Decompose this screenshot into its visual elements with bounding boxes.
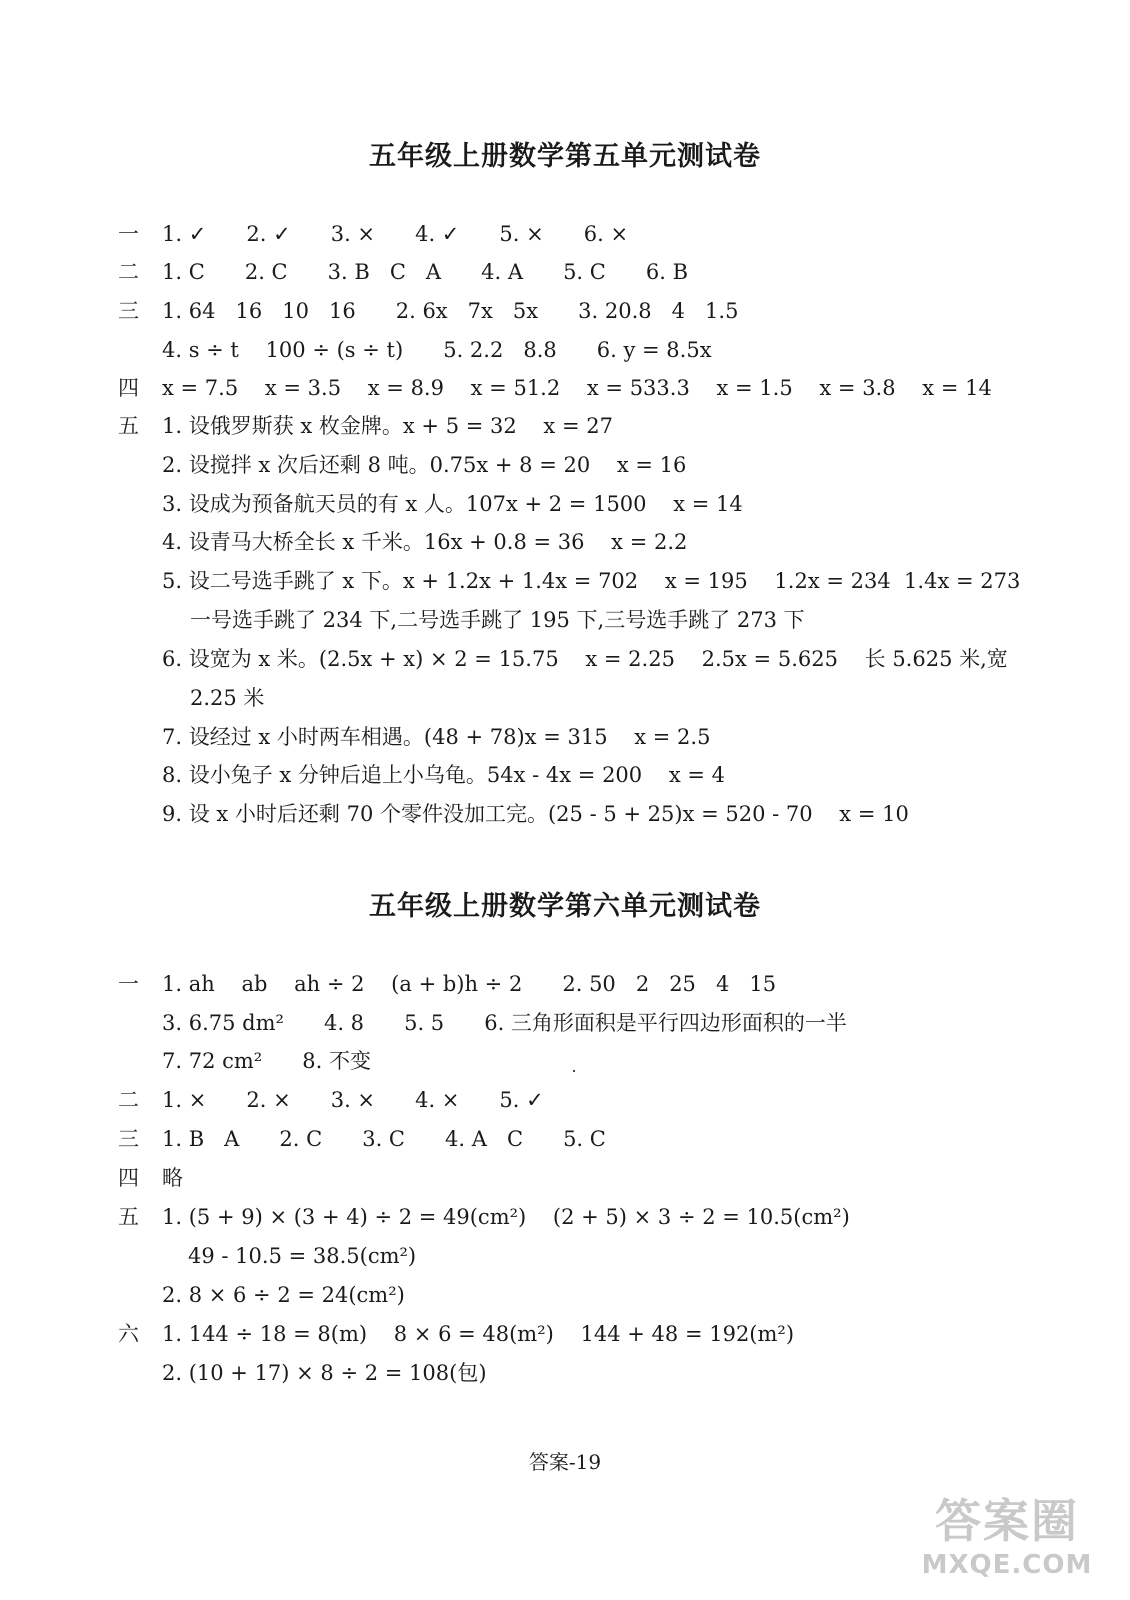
u6-section-3-label: 三	[118, 1127, 139, 1151]
u5-s5-item-6: 6. 设宽为 x 米。(2.5x + x) × 2 = 15.75 x = 2.25 2.5x = 5.625 长 5.625 米,宽	[162, 647, 1008, 671]
u5-s5-item-1: 1. 设俄罗斯获 x 枚金牌。x + 5 = 32 x = 27	[162, 414, 613, 438]
u6-s6-item-1: 1. 144 ÷ 18 = 8(m) 8 × 6 = 48(m²) 144 + 48 = 192(m²)	[162, 1322, 795, 1346]
u5-section-1-label: 一	[118, 222, 139, 246]
u5-section-2-label: 二	[118, 260, 139, 284]
u6-s5-item-1-cont: 49 - 10.5 = 38.5(cm²)	[188, 1244, 417, 1268]
u6-section-4-answers: 略	[162, 1166, 183, 1190]
u6-s5-item-1: 1. (5 + 9) × (3 + 4) ÷ 2 = 49(cm²) (2 + 5) × 3 ÷ 2 = 10.5(cm²)	[162, 1205, 850, 1229]
u5-s5-item-9: 9. 设 x 小时后还剩 70 个零件没加工完。(25 - 5 + 25)x = 520 - 70 x = 10	[162, 802, 909, 826]
watermark-url: MXQE.COM	[921, 1550, 1093, 1580]
stray-dot	[573, 1070, 575, 1072]
unit5-title: 五年级上册数学第五单元测试卷	[369, 141, 761, 172]
u5-section-4-label: 四	[118, 376, 139, 400]
u5-section-4-answers: x = 7.5 x = 3.5 x = 8.9 x = 51.2 x = 533.3 x = 1.5 x = 3.8 x = 14	[162, 376, 992, 400]
u5-section-2-answers: 1. C 2. C 3. B C A 4. A 5. C 6. B	[162, 260, 689, 284]
u5-s5-item-5: 5. 设二号选手跳了 x 下。x + 1.2x + 1.4x = 702 x = 195 1.2x = 234 1.4x = 273	[162, 569, 1021, 593]
u6-section-5-label: 五	[118, 1205, 139, 1229]
page-number: 答案-19	[528, 1450, 602, 1474]
u6-s5-item-2: 2. 8 × 6 ÷ 2 = 24(cm²)	[162, 1283, 405, 1307]
unit6-title: 五年级上册数学第六单元测试卷	[369, 891, 761, 922]
u6-s6-item-2: 2. (10 + 17) × 8 ÷ 2 = 108(包)	[162, 1361, 487, 1385]
u5-s5-item-7: 7. 设经过 x 小时两车相遇。(48 + 78)x = 315 x = 2.5	[162, 725, 711, 749]
watermark	[902, 1492, 1112, 1592]
u5-s5-item-3: 3. 设成为预备航天员的有 x 人。107x + 2 = 1500 x = 14	[162, 492, 743, 516]
u6-section-2-label: 二	[118, 1088, 139, 1112]
u5-section-3-line-2: 4. s ÷ t 100 ÷ (s ÷ t) 5. 2.2 8.8 6. y = 8.5x	[162, 338, 712, 362]
watermark-logo: 答案圈	[935, 1494, 1079, 1548]
u6-section-4-label: 四	[118, 1166, 139, 1190]
u6-section-1-line-2: 3. 6.75 dm² 4. 8 5. 5 6. 三角形面积是平行四边形面积的一半	[162, 1011, 847, 1035]
u5-section-5-label: 五	[118, 414, 139, 438]
u5-section-3-label: 三	[118, 299, 139, 323]
u6-section-1-line-3: 7. 72 cm² 8. 不变	[162, 1049, 371, 1073]
u6-section-2-answers: 1. × 2. × 3. × 4. × 5. ✓	[162, 1088, 544, 1112]
u6-section-1-line-1: 1. ah ab ah ÷ 2 (a + b)h ÷ 2 2. 50 2 25 4 15	[162, 972, 777, 996]
u5-s5-item-4: 4. 设青马大桥全长 x 千米。16x + 0.8 = 36 x = 2.2	[162, 530, 688, 554]
u5-s5-item-5-cont: 一号选手跳了 234 下,二号选手跳了 195 下,三号选手跳了 273 下	[190, 608, 805, 632]
u5-section-3-line-1: 1. 64 16 10 16 2. 6x 7x 5x 3. 20.8 4 1.5	[162, 299, 739, 323]
u6-section-6-label: 六	[118, 1322, 139, 1346]
u6-section-1-label: 一	[118, 972, 139, 996]
u5-section-1-answers: 1. ✓ 2. ✓ 3. × 4. ✓ 5. × 6. ×	[162, 222, 629, 246]
u5-s5-item-6-cont: 2.25 米	[190, 686, 265, 710]
u6-section-3-answers: 1. B A 2. C 3. C 4. A C 5. C	[162, 1127, 606, 1151]
u5-s5-item-2: 2. 设搅拌 x 次后还剩 8 吨。0.75x + 8 = 20 x = 16	[162, 453, 687, 477]
u5-s5-item-8: 8. 设小兔子 x 分钟后追上小乌龟。54x - 4x = 200 x = 4	[162, 763, 725, 787]
